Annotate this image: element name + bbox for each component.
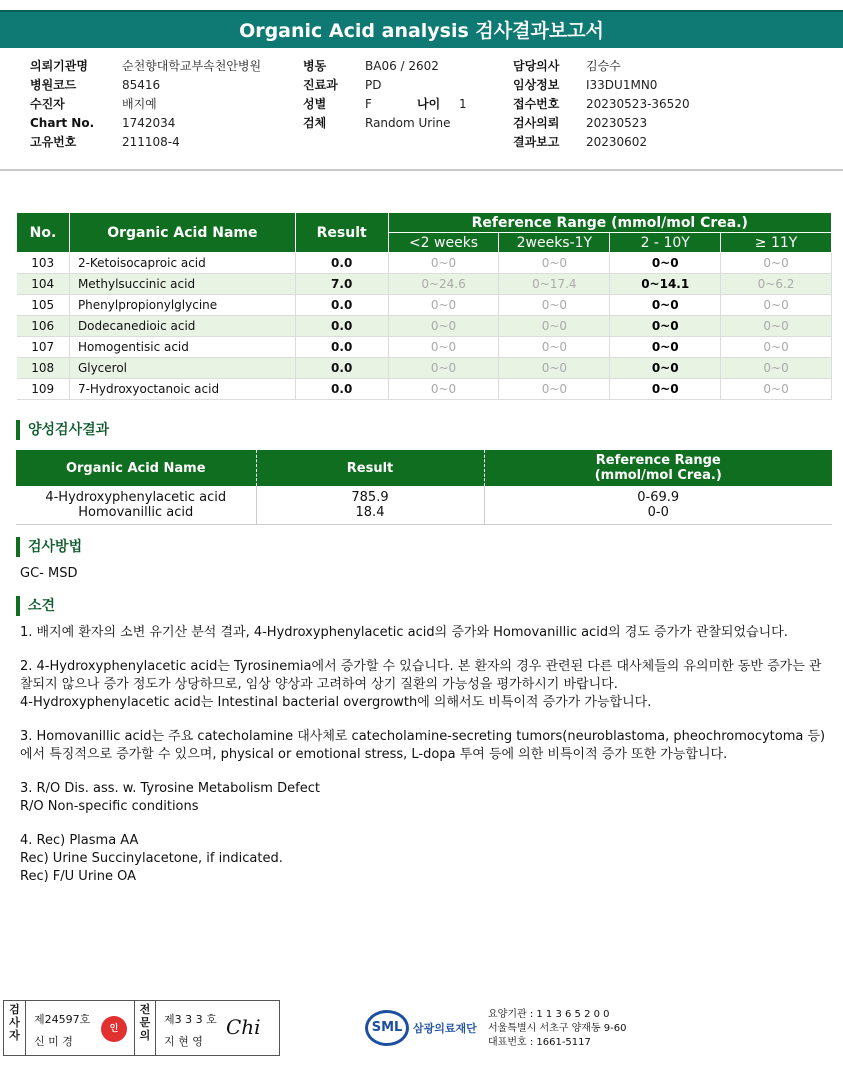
institution-address (488, 1008, 627, 1050)
cell-ref-2: 0~0 (499, 316, 610, 337)
specimen-label: 검체 (303, 116, 327, 130)
tester-name: 신 미 경 (34, 1035, 73, 1048)
cell-result: 0.0 (295, 316, 388, 337)
method-title: 검사방법 (16, 537, 82, 557)
info-value: 211108-4 (122, 134, 180, 149)
info-label: 병원코드 (30, 78, 77, 92)
opinion-p2a: 2. 4-Hydroxyphenylacetic acid는 Tyrosinemia에서 증가할 수 있습니다. 본 환자의 경우 관련된 다른 대사체들의 유의미한 동반 증가는 관찰되지 않으나 증가 정도가 상당하므로, 임상 양상과 고려하여 상기 질환의 가능성을 평가하시기 바랍니다. (20, 659, 822, 692)
table-row (17, 337, 832, 358)
info-row (30, 56, 261, 75)
opinion-title: 소견 (16, 596, 55, 616)
opinion-paragraph-1: 1. 배지예 환자의 소변 유기산 분석 결과, 4-Hydroxyphenylacetic acid의 증가와 Homovanillic acid의 경도 증가가 관찰되었습니다. (20, 625, 788, 640)
info-value: 김승수 (586, 59, 621, 73)
cell-ref-3: 0~14.1 (610, 274, 721, 295)
table-row (16, 505, 832, 525)
table-row (17, 316, 832, 337)
patient-info-column-3 (513, 56, 690, 151)
cell-name: Methylsuccinic acid (69, 274, 295, 295)
sex-value: F (365, 96, 372, 111)
info-row (303, 56, 467, 75)
pos-cell-ref: 0-0 (647, 505, 669, 520)
tester-license-no: 제24597호 (34, 1013, 91, 1026)
cell-name: 2-Ketoisocaproic acid (69, 253, 295, 274)
info-value: 20230602 (586, 134, 648, 149)
cell-ref-4: 0~0 (721, 295, 832, 316)
cell-ref-2: 0~0 (499, 295, 610, 316)
organic-acid-table (16, 212, 832, 400)
cell-result: 0.0 (295, 253, 388, 274)
cell-ref-1: 0~0 (388, 337, 499, 358)
info-row (513, 75, 690, 94)
cell-ref-2: 0~0 (499, 253, 610, 274)
col-header-result: Result (295, 213, 388, 253)
cell-no: 106 (17, 316, 70, 337)
dept-label: 진료과 (303, 78, 338, 92)
expert-label: 전문의 (134, 1001, 156, 1055)
cell-result: 7.0 (295, 274, 388, 295)
info-row (30, 75, 261, 94)
cell-name: Phenylpropionylglycine (69, 295, 295, 316)
cell-ref-1: 0~0 (388, 295, 499, 316)
opinion-p4a: 3. R/O Dis. ass. w. Tyrosine Metabolism Defect (20, 781, 320, 796)
col-header-range-2: 2weeks-1Y (499, 233, 610, 253)
opinion-body (20, 624, 826, 902)
table-row (17, 295, 832, 316)
opinion-p5b: Rec) Urine Succinylacetone, if indicated. (20, 851, 283, 866)
cell-ref-3: 0~0 (610, 358, 721, 379)
col-header-range-3: 2 - 10Y (610, 233, 721, 253)
institution-logo (365, 1010, 477, 1046)
pos-cell-result: 785.9 (256, 486, 484, 505)
table-row (16, 486, 832, 505)
table-row (17, 379, 832, 400)
pos-cell-result: 18.4 (256, 505, 484, 525)
age-value: 1 (459, 96, 467, 111)
pos-col-header-ref (484, 450, 832, 486)
logo-mark: SML (365, 1010, 409, 1046)
pos-col-header-result: Result (256, 450, 484, 486)
cell-name: Glycerol (69, 358, 295, 379)
info-row (303, 113, 467, 132)
table-row (17, 358, 832, 379)
cell-ref-3: 0~0 (610, 337, 721, 358)
cell-ref-1: 0~24.6 (388, 274, 499, 295)
pos-cell-name: Homovanillic acid (16, 505, 256, 525)
cell-ref-3: 0~0 (610, 295, 721, 316)
cell-no: 104 (17, 274, 70, 295)
positive-results-table (16, 450, 832, 525)
opinion-paragraph-4 (20, 780, 826, 816)
sex-label: 성별 (303, 97, 327, 111)
report-footer (3, 1000, 840, 1058)
logo-name: 삼광의료재단 (413, 1022, 477, 1035)
info-value: 순천향대학교부속천안병원 (122, 59, 262, 73)
pos-col-header-name: Organic Acid Name (16, 450, 256, 486)
col-header-reference-range: Reference Range (mmol/mol Crea.) (388, 213, 831, 233)
method-text: GC- MSD (20, 566, 78, 581)
cell-no: 109 (17, 379, 70, 400)
info-value: 20230523-36520 (586, 96, 690, 111)
cell-no: 108 (17, 358, 70, 379)
cell-ref-4: 0~0 (721, 337, 832, 358)
cell-ref-2: 0~17.4 (499, 274, 610, 295)
ward-label: 병동 (303, 59, 327, 73)
cell-no: 105 (17, 295, 70, 316)
info-label: Chart No. (30, 115, 95, 130)
opinion-p5c: Rec) F/U Urine OA (20, 869, 137, 884)
info-value: 85416 (122, 77, 161, 92)
dept-value: PD (365, 77, 382, 92)
specimen-value: Random Urine (365, 115, 451, 130)
cell-result: 0.0 (295, 379, 388, 400)
address-line-2: 서울특별시 서초구 양재동 9-60 (488, 1023, 627, 1034)
cell-ref-3: 0~0 (610, 379, 721, 400)
address-line-1: 요양기관 : 1 1 3 6 5 2 0 0 (488, 1009, 610, 1020)
cell-name: Homogentisic acid (69, 337, 295, 358)
info-label: 고유번호 (30, 135, 77, 149)
report-title: Organic Acid analysis 검사결과보고서 (0, 10, 843, 48)
col-header-range-1: <2 weeks (388, 233, 499, 253)
tester-label: 검사자 (4, 1001, 26, 1055)
header-divider (0, 169, 843, 171)
opinion-p5a: 4. Rec) Plasma AA (20, 833, 139, 848)
cell-ref-2: 0~0 (499, 337, 610, 358)
info-label: 접수번호 (513, 97, 560, 111)
info-row (30, 113, 261, 132)
cell-ref-1: 0~0 (388, 379, 499, 400)
opinion-p2b: 4-Hydroxyphenylacetic acid는 Intestinal bacterial overgrowth에 의해서도 비특이적 증가가 가능합니다. (20, 695, 652, 710)
cell-ref-4: 0~0 (721, 253, 832, 274)
cell-ref-3: 0~0 (610, 253, 721, 274)
info-value: 1742034 (122, 115, 176, 130)
tester-seal: 인 (101, 1016, 127, 1042)
cell-ref-4: 0~0 (721, 316, 832, 337)
expert-license-no: 제3 3 3 호 (164, 1013, 217, 1026)
pos-ref-line1: Reference Range (595, 453, 721, 468)
patient-info-column-2 (303, 56, 467, 132)
info-row (513, 94, 690, 113)
cell-result: 0.0 (295, 358, 388, 379)
col-header-range-4: ≥ 11Y (721, 233, 832, 253)
info-label: 의뢰기관명 (30, 59, 88, 73)
opinion-p4b: R/O Non-specific conditions (20, 799, 199, 814)
info-row (513, 56, 690, 75)
cell-ref-1: 0~0 (388, 358, 499, 379)
cell-ref-4: 0~6.2 (721, 274, 832, 295)
info-value: 20230523 (586, 115, 648, 130)
cell-ref-2: 0~0 (499, 358, 610, 379)
table-row (17, 253, 832, 274)
cell-ref-1: 0~0 (388, 253, 499, 274)
cell-ref-4: 0~0 (721, 379, 832, 400)
address-line-3: 대표번호 : 1661-5117 (488, 1037, 591, 1048)
signature-box (3, 1000, 280, 1056)
cell-name: 7-Hydroxyoctanoic acid (69, 379, 295, 400)
pos-ref-line2: (mmol/mol Crea.) (594, 468, 722, 483)
info-row (513, 113, 690, 132)
cell-name: Dodecanedioic acid (69, 316, 295, 337)
info-row (303, 94, 467, 113)
positive-results-title: 양성검사결과 (16, 420, 109, 440)
expert-signature: Chi (226, 1015, 261, 1039)
expert-name: 지 현 영 (164, 1035, 203, 1048)
cell-ref-3: 0~0 (610, 316, 721, 337)
cell-result: 0.0 (295, 337, 388, 358)
table-row (17, 274, 832, 295)
info-value: 배지예 (122, 97, 157, 111)
info-row (303, 75, 467, 94)
col-header-no: No. (17, 213, 70, 253)
info-label: 임상정보 (513, 78, 560, 92)
cell-result: 0.0 (295, 295, 388, 316)
patient-info-column-1 (30, 56, 261, 151)
col-header-name: Organic Acid Name (69, 213, 295, 253)
info-label: 수진자 (30, 97, 65, 111)
age-label: 나이 (417, 97, 441, 111)
pos-cell-ref: 0-69.9 (637, 490, 680, 505)
cell-ref-4: 0~0 (721, 358, 832, 379)
cell-ref-2: 0~0 (499, 379, 610, 400)
opinion-paragraph-2 (20, 658, 826, 712)
cell-no: 103 (17, 253, 70, 274)
info-row (513, 132, 690, 151)
cell-no: 107 (17, 337, 70, 358)
info-value: I33DU1MN0 (586, 77, 658, 92)
ward-value: BA06 / 2602 (365, 58, 439, 73)
pos-cell-name: 4-Hydroxyphenylacetic acid (16, 486, 256, 505)
opinion-paragraph-3: 3. Homovanillic acid는 주요 catecholamine 대사체로 catecholamine-secreting tumors(neuroblastoma, pheochromocytoma 등)에서 특징적으로 증가할 수 있으며, physical or emotional stress, L-dopa 투여 등에 의한 비특이적 증가 또한 가능합니다. (20, 729, 826, 762)
cell-ref-1: 0~0 (388, 316, 499, 337)
info-label: 담당의사 (513, 59, 560, 73)
info-row (30, 132, 261, 151)
opinion-paragraph-5 (20, 832, 826, 886)
info-label: 결과보고 (513, 135, 560, 149)
info-label: 검사의뢰 (513, 116, 560, 130)
info-row (30, 94, 261, 113)
